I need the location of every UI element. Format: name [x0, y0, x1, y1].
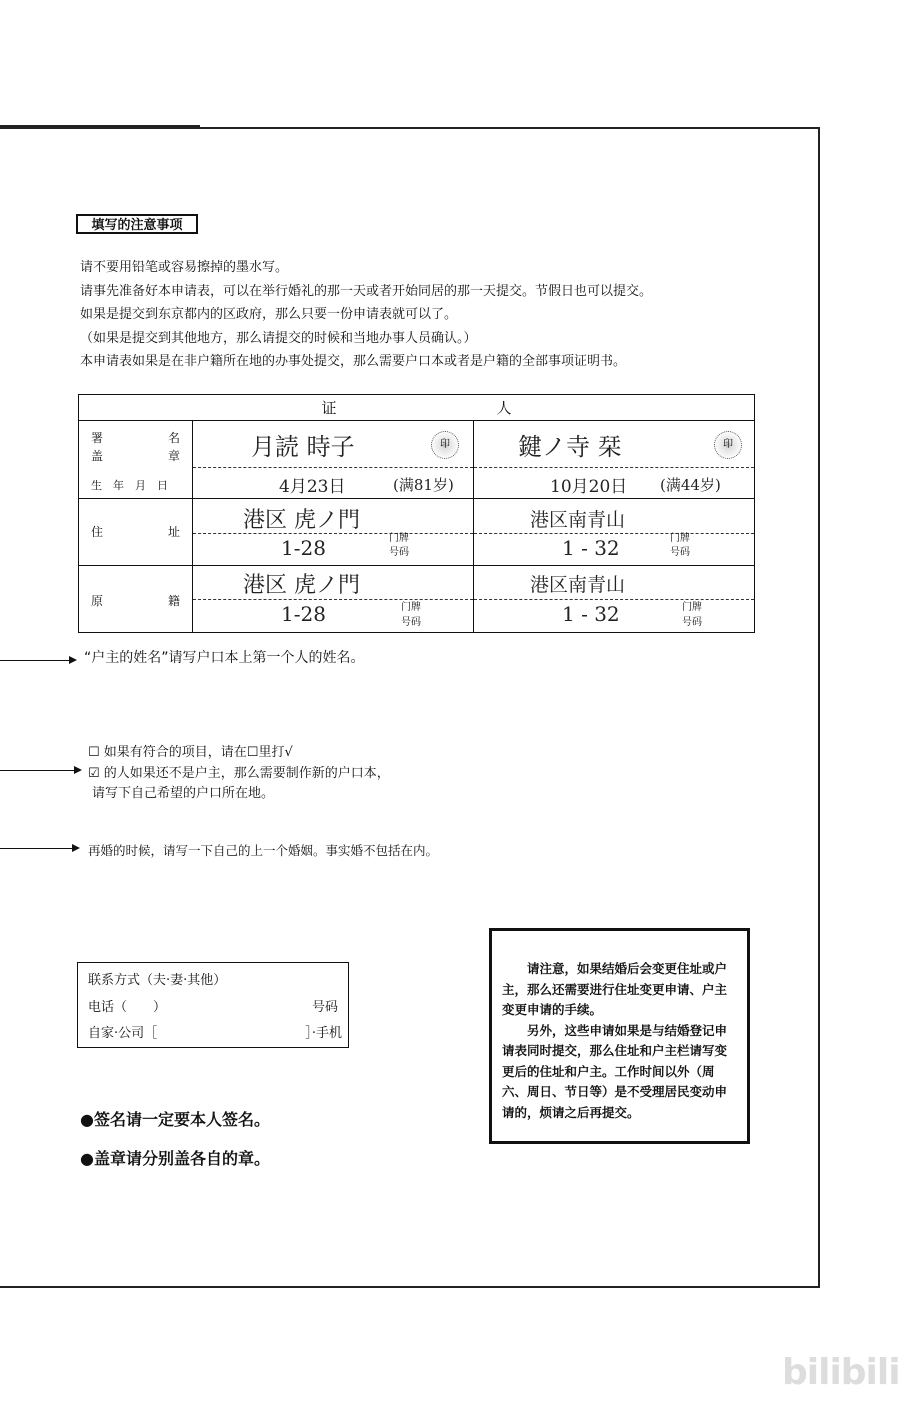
sign-reminder: ●签名请一定要本人签名。: [80, 1110, 270, 1129]
phone-label: 电话（ ）: [88, 1000, 167, 1015]
witness-2-name-cell: [474, 421, 755, 499]
contact-title: 联系方式（夫·妻·其他）: [88, 973, 227, 988]
note-line: 如果是提交到东京都内的区政府，那么只要一份申请表就可以了。: [80, 307, 458, 322]
label-origin-2: 籍: [167, 594, 180, 608]
arrow-right-icon: [0, 660, 75, 661]
label-sign: 署: [91, 431, 104, 445]
witness-2-name: 鍵ノ寺 栞: [518, 433, 622, 461]
note-line: （如果是提交到其他地方，那么请提交的时候和当地办事人员确认。）: [80, 330, 477, 346]
household-head-note: “户主的姓名”请写户口本上第一个人的姓名。: [84, 650, 365, 666]
mobile-label: ］·手机: [305, 1026, 342, 1041]
unit-label-top: 门牌: [389, 533, 409, 544]
witness-2-origin-no: 1 - 32: [562, 602, 620, 626]
dashed-divider: [474, 533, 754, 534]
witness-1-address-no: 1-28: [281, 536, 326, 560]
arrow-right-icon: [0, 848, 78, 849]
note-line: 本申请表如果是在非户籍所在地的办事处提交，那么需要户口本或者是户籍的全部事项证明书。: [80, 354, 627, 369]
unit-label-top: 门牌: [670, 533, 690, 544]
arrow-right-icon: [0, 770, 80, 771]
witness-2-address: 港区南青山: [530, 509, 626, 531]
witness-1-origin-cell: [193, 566, 474, 633]
dashed-divider: [193, 599, 473, 600]
dashed-divider: [474, 467, 754, 468]
witness-header: [79, 395, 755, 421]
witness-1-name: 月読 時子: [251, 433, 355, 461]
label-seal-2: 章: [167, 449, 180, 463]
unit-label-top: 门牌: [682, 602, 702, 613]
unit-label-top: 门牌: [401, 602, 421, 613]
label-address: 住: [91, 525, 104, 539]
seal-reminder: ●盖章请分别盖各自的章。: [80, 1149, 270, 1168]
notice-box: [489, 928, 750, 1144]
witness-2-age: (满44岁): [660, 476, 721, 494]
contact-box: [77, 962, 349, 1048]
witness-2-origin: 港区南青山: [530, 574, 626, 596]
dashed-divider: [193, 533, 473, 534]
label-origin: 原: [91, 594, 104, 608]
checkbox-note-3: 请写下自己希望的户口所在地。: [92, 786, 275, 801]
remarriage-note: 再婚的时候，请写一下自己的上一个婚姻。事实婚不包括在内。: [88, 843, 439, 858]
label-birth: 生 年 月 日: [91, 479, 168, 492]
label-seal: 盖: [91, 449, 104, 463]
witness-1-origin: 港区 虎ノ門: [243, 573, 360, 598]
witness-table: [78, 394, 755, 633]
witness-header-left: 证: [321, 399, 337, 417]
checkbox-note-2: ☑ 的人如果还不是户主，那么需要制作新的户口本，: [88, 766, 390, 781]
unit-label-bottom: 号码: [389, 547, 409, 558]
witness-2-origin-cell: [474, 566, 755, 633]
label-address-2: 址: [167, 525, 180, 539]
dashed-divider: [193, 467, 473, 468]
witness-2-address-cell: [474, 499, 755, 566]
dashed-divider: [474, 599, 754, 600]
notes-list: [80, 256, 652, 374]
notes-title: 填写的注意事项: [76, 214, 198, 234]
number-label: 号码: [311, 1000, 338, 1015]
unit-label-bottom: 号码: [682, 617, 702, 628]
notice-paragraph-2: 另外，这些申请如果是与结婚登记申请表同时提交，那么住址和户主栏请写变更后的住址和户主。工作时间以外（周六、周日、节日等）是不受理居民变动申请的，烦请之后再提交。: [502, 1022, 728, 1120]
unit-label-bottom: 号码: [670, 547, 690, 558]
witness-2-seal: 印: [714, 431, 742, 459]
witness-header-right: 人: [496, 399, 512, 417]
notice-paragraph-1: 请注意，如果结婚后会变更住址或户主，那么还需要进行住址变更申请、户主变更申请的手续。: [502, 961, 728, 1017]
label-sign-2: 名: [167, 431, 180, 445]
witness-2-birth: 10月20日: [550, 477, 628, 497]
witness-1-address: 港区 虎ノ門: [243, 508, 360, 533]
bilibili-watermark: bilibili: [782, 1352, 900, 1393]
checkbox-note-1: ☐ 如果有符合的项目，请在☐里打√: [88, 745, 293, 760]
witness-1-age: (满81岁): [393, 476, 454, 494]
witness-1-birth: 4月23日: [279, 477, 346, 497]
home-office-label: 自家·公司［: [88, 1026, 158, 1041]
witness-2-address-no: 1 - 32: [562, 536, 620, 560]
unit-label-bottom: 号码: [401, 617, 421, 628]
witness-1-address-cell: [193, 499, 474, 566]
witness-1-origin-no: 1-28: [281, 602, 326, 626]
label-origin-cell: [79, 566, 193, 633]
note-line: 请事先准备好本申请表，可以在举行婚礼的那一天或者开始同居的那一天提交。节假日也可以提交。: [80, 283, 653, 299]
note-line: 请不要用铅笔或容易擦掉的墨水写。: [80, 260, 289, 275]
label-address-cell: [79, 499, 193, 566]
witness-1-seal: 印: [431, 431, 459, 459]
witness-1-name-cell: [193, 421, 474, 499]
label-name-seal-birth: [79, 421, 193, 499]
